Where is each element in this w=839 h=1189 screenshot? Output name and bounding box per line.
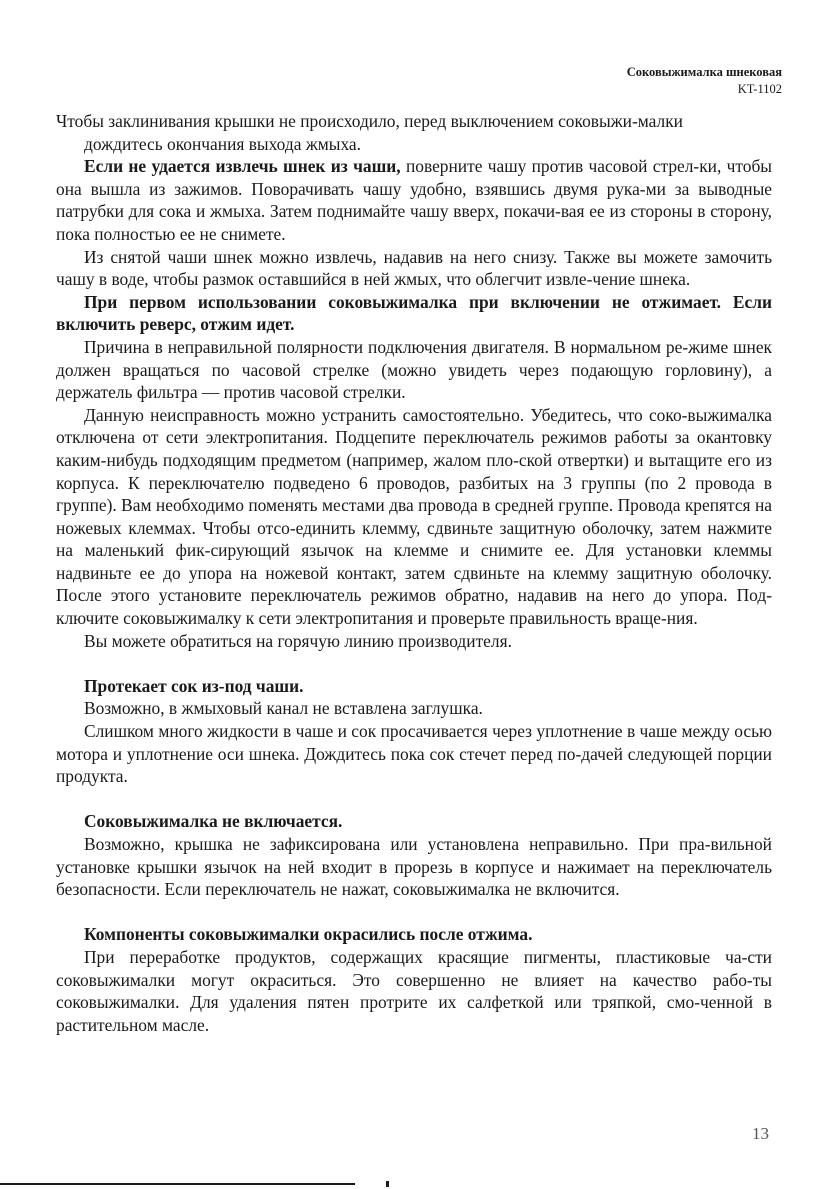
paragraph — [56, 833, 772, 901]
troubleshooting-item-juice-leak — [56, 675, 772, 698]
paragraph — [56, 697, 772, 720]
paragraph-text: поверните чашу против часовой стрел-ки, чтобы она вышла из зажимов. Поворачивать чашу удобно, взявшись двумя рука-ми за выводные патрубки для сока и жмыха. Затем поднимайте чашу вверх, покачи-вая ее из стороны в сторону, пока полностью ее не снимете. — [56, 156, 772, 244]
paragraph-text: Чтобы заклинивания крышки не происходило, перед выключением соковыжи-малки — [56, 111, 683, 131]
issue-heading: Протекает сок из-под чаши. — [84, 675, 304, 696]
paragraph — [56, 946, 772, 1036]
troubleshooting-item-stained-parts — [56, 923, 772, 946]
document-body — [56, 110, 772, 1036]
header-product-name: Соковыжималка шнековая — [626, 65, 782, 79]
troubleshooting-item-no-squeeze — [56, 291, 772, 336]
troubleshooting-item-auger-stuck — [56, 155, 772, 245]
paragraph — [56, 630, 772, 653]
issue-heading: Компоненты соковыжималки окрасились после отжима. — [84, 924, 533, 945]
paragraph — [56, 110, 772, 133]
paragraph-text: Возможно, крышка не зафиксирована или установлена неправильно. При пра-вильной установке крышки язычок на ней входит в прорезь в корпусе и нажимает на переключатель безопасности. Если переключатель не нажат, соковыжималка не включится. — [56, 834, 772, 900]
header-model-number: KT-1102 — [737, 82, 782, 96]
paragraph — [56, 336, 772, 404]
paragraph — [56, 720, 772, 788]
paragraph-text: Вы можете обратиться на горячую линию производителя. — [84, 630, 512, 651]
paragraph-text: Возможно, в жмыховый канал не вставлена заглушка. — [84, 698, 483, 719]
paragraph-text: Из снятой чаши шнек можно извлечь, надавив на него снизу. Также вы можете замочить чашу в воде, чтобы размок оставшийся в ней жмых, что облегчит извле-чение шнека. — [56, 246, 772, 290]
issue-heading: При первом использовании соковыжималка при включении не отжимает. Если включить реверс, отжим идет. — [56, 291, 772, 335]
footer-rule — [0, 1183, 355, 1185]
issue-heading: Если не удается извлечь шнек из чаши, — [84, 156, 401, 177]
footer-crop-mark — [386, 1181, 389, 1187]
paragraph — [56, 133, 772, 156]
paragraph-text: Причина в неправильной полярности подключения двигателя. В нормальном ре-жиме шнек должен вращаться по часовой стрелке (можно увидеть через подающую горловину), а держатель фильтра — против часовой стрелки. — [56, 336, 772, 403]
paragraph-text: Слишком много жидкости в чаше и сок просачивается через уплотнение в чаше между осью мотора и уплотнение оси шнека. Дождитесь пока сок стечет перед по-дачей следующей порции продукта. — [56, 721, 772, 787]
issue-heading: Соковыжималка не включается. — [84, 811, 343, 832]
page-header — [627, 64, 782, 98]
paragraph — [56, 246, 772, 291]
paragraph-text: При переработке продуктов, содержащих красящие пигменты, пластиковые ча-сти соковыжималки могут окраситься. Это совершенно не влияет на качество рабо-ты соковыжималки. Для удаления пятен протрите их салфеткой или тряпкой, смо-ченной в растительном масле. — [56, 946, 772, 1035]
paragraph-text: дождитесь окончания выхода жмыха. — [84, 133, 361, 154]
paragraph-text: Данную неисправность можно устранить самостоятельно. Убедитесь, что соко-выжималка отключена от сети электропитания. Подцепите переключатель режимов работы за окантовку каким-нибудь подходящим предметом (например, жалом пло-ской отвертки) и вытащите его из корпуса. К переключателю подведено 6 проводов, разбитых на 3 группы (по 2 провода в группе). Вам необходимо поменять местами два провода в средней группе. Провода крепятся на ножевых клеммах. Чтобы отсо-единить клемму, сдвиньте защитную оболочку, затем нажмите на маленький фик-сирующий язычок на клемме и снимите ее. Для установки клеммы надвиньте ее до упора на ножевой контакт, затем сдвиньте на клемму защитную оболочку. После этого установите переключатель режимов обратно, надавив на него до упора. Под-ключите соковыжималку к сети электропитания и проверьте правильность враще-ния. — [56, 404, 772, 629]
page-number: 13 — [752, 1124, 769, 1143]
troubleshooting-item-not-turning-on — [56, 810, 772, 833]
paragraph — [56, 404, 772, 630]
